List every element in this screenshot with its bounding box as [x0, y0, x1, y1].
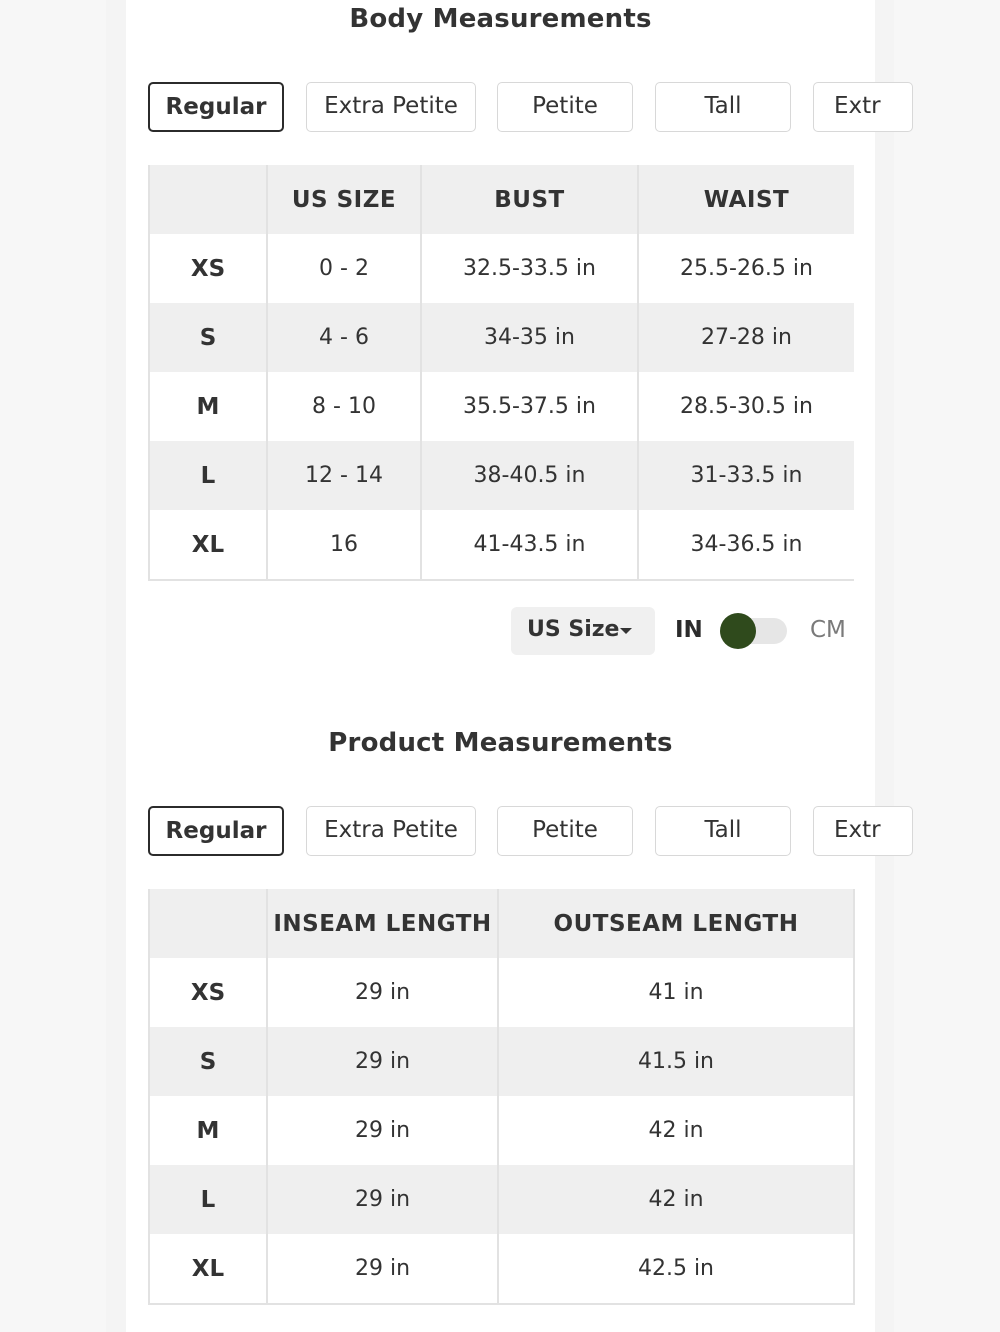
table-row [149, 958, 854, 1027]
row-size: XL [149, 1234, 267, 1304]
row-size: L [149, 1165, 267, 1234]
tab-regular[interactable]: Regular [148, 806, 284, 856]
cell-bust: 34-35 in [421, 303, 638, 372]
cell-us-size: 16 [267, 510, 421, 580]
row-size: S [149, 303, 267, 372]
row-size: M [149, 372, 267, 441]
tab-petite[interactable]: Petite [497, 82, 633, 132]
row-size: XS [149, 958, 267, 1027]
size-system-dropdown[interactable] [511, 607, 655, 655]
cell-bust: 41-43.5 in [421, 510, 638, 580]
tab-regular[interactable]: Regular [148, 82, 284, 132]
cell-outseam: 42.5 in [498, 1234, 854, 1304]
cell-us-size: 8 - 10 [267, 372, 421, 441]
cell-waist: 31-33.5 in [638, 441, 854, 510]
cell-bust: 38-40.5 in [421, 441, 638, 510]
product-measurements-table [148, 889, 855, 1305]
header-size-label [149, 165, 267, 234]
row-size: S [149, 1027, 267, 1096]
unit-label-in[interactable]: IN [675, 617, 703, 643]
table-row [149, 510, 854, 580]
table-row [149, 1096, 854, 1165]
tab-petite[interactable]: Petite [497, 806, 633, 856]
table-row [149, 1027, 854, 1096]
size-guide-panel [126, 0, 881, 1332]
tab-tall[interactable]: Tall [655, 806, 791, 856]
cell-us-size: 0 - 2 [267, 234, 421, 303]
table-row [149, 303, 854, 372]
cell-outseam: 42 in [498, 1165, 854, 1234]
cell-outseam: 41.5 in [498, 1027, 854, 1096]
row-size: XL [149, 510, 267, 580]
header-size-label [149, 889, 267, 958]
page-margin-right [894, 0, 1000, 1332]
row-size: M [149, 1096, 267, 1165]
header-us-size: US SIZE [267, 165, 421, 234]
size-system-value: US Size [527, 617, 620, 642]
product-measurements-title: Product Measurements [328, 728, 673, 758]
cell-inseam: 29 in [267, 1165, 498, 1234]
header-bust: BUST [421, 165, 638, 234]
cell-inseam: 29 in [267, 1096, 498, 1165]
unit-label-cm[interactable]: CM [810, 617, 846, 643]
header-waist: WAIST [638, 165, 854, 234]
cell-waist: 25.5-26.5 in [638, 234, 854, 303]
body-measurements-table [148, 165, 854, 581]
table-row [149, 372, 854, 441]
cell-inseam: 29 in [267, 1234, 498, 1304]
unit-toggle-knob[interactable] [720, 613, 756, 649]
cell-outseam: 42 in [498, 1096, 854, 1165]
table-row [149, 441, 854, 510]
caret-down-icon [620, 628, 632, 634]
table-row [149, 1165, 854, 1234]
cell-us-size: 4 - 6 [267, 303, 421, 372]
row-size: XS [149, 234, 267, 303]
tab-extra-tall[interactable]: Extr [813, 82, 913, 132]
page-margin-left [0, 0, 106, 1332]
tab-tall[interactable]: Tall [655, 82, 791, 132]
cell-outseam: 41 in [498, 958, 854, 1027]
cell-waist: 27-28 in [638, 303, 854, 372]
cell-inseam: 29 in [267, 958, 498, 1027]
cell-us-size: 12 - 14 [267, 441, 421, 510]
header-outseam-length: OUTSEAM LENGTH [498, 889, 854, 958]
table-header-row [149, 165, 854, 234]
row-size: L [149, 441, 267, 510]
table-row [149, 234, 854, 303]
body-measurements-title: Body Measurements [349, 4, 652, 34]
tab-extra-petite[interactable]: Extra Petite [306, 806, 476, 856]
cell-waist: 34-36.5 in [638, 510, 854, 580]
table-row [149, 1234, 854, 1304]
tab-extra-tall[interactable]: Extr [813, 806, 913, 856]
tab-extra-petite[interactable]: Extra Petite [306, 82, 476, 132]
cell-inseam: 29 in [267, 1027, 498, 1096]
cell-bust: 32.5-33.5 in [421, 234, 638, 303]
cell-bust: 35.5-37.5 in [421, 372, 638, 441]
table-header-row [149, 889, 854, 958]
header-inseam-length: INSEAM LENGTH [267, 889, 498, 958]
cell-waist: 28.5-30.5 in [638, 372, 854, 441]
